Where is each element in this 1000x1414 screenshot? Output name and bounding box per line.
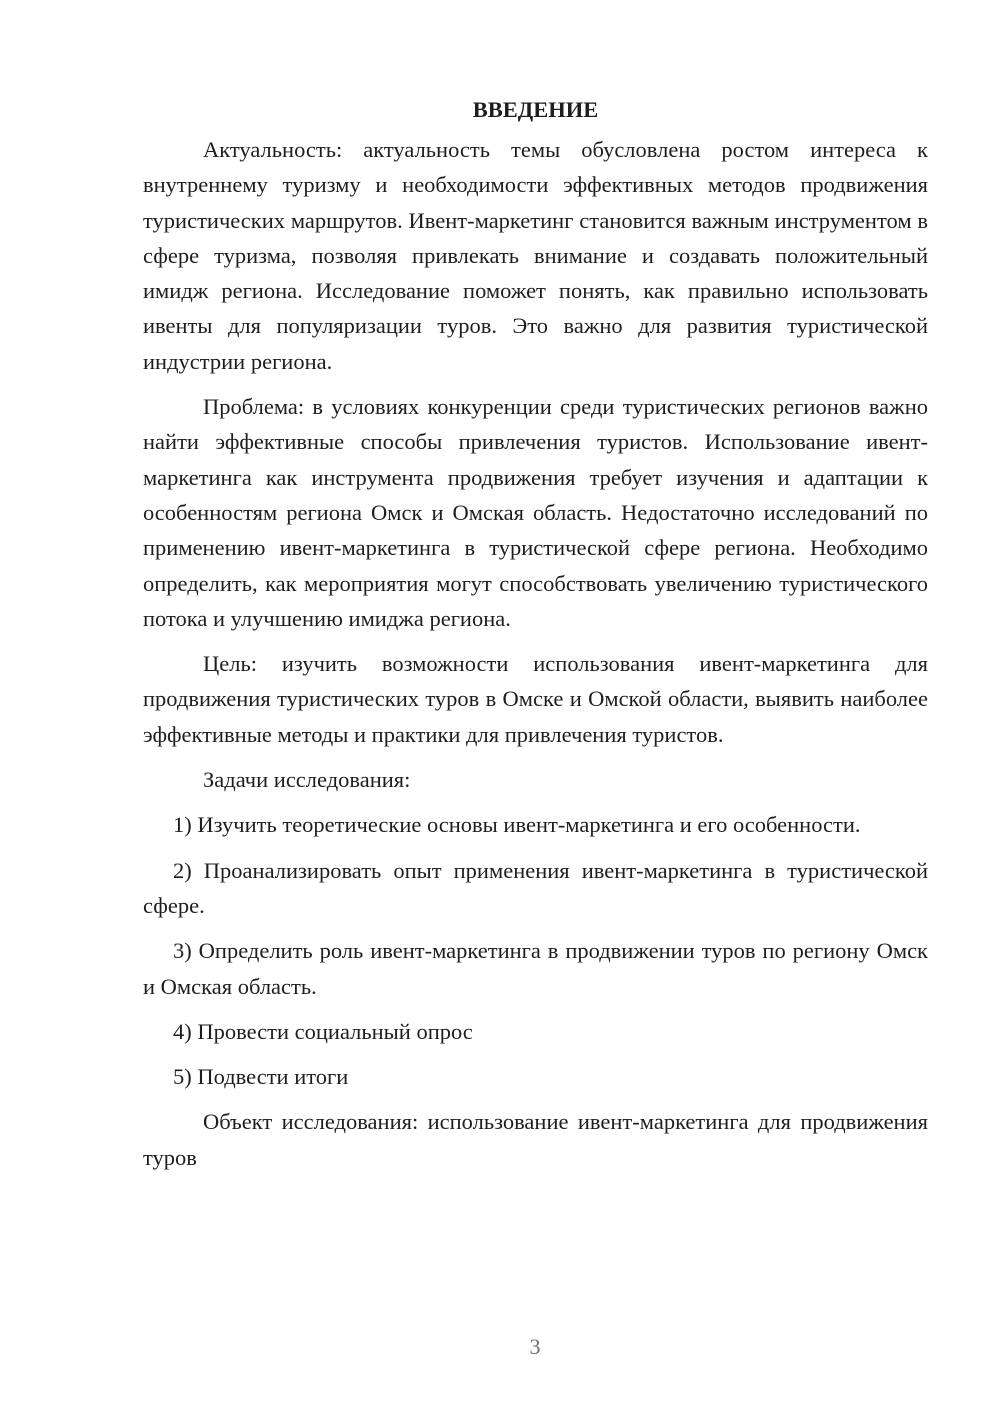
task-item-1: 1) Изучить теоретические основы ивент-маркетинга и его особенности. [173, 812, 861, 838]
document-page [143, 92, 928, 1185]
page-number: 3 [529, 1334, 541, 1359]
goal-paragraph: Цель: изучить возможности использования ивент-маркетинга для продвижения туристических туров в Омске и Омской области, выявить наиболее эффективные методы и практики для привлечения туристов. [143, 651, 928, 747]
task-item-2: 2) Проанализировать опыт применения ивент-маркетинга в туристической сфере. [143, 857, 928, 918]
tasks-heading: Задачи исследования: [203, 767, 411, 793]
task-item-5: 5) Подвести итоги [173, 1064, 349, 1090]
relevance-paragraph: Актуальность: актуальность темы обусловлена ростом интереса к внутреннему туризму и необходимости эффективных методов продвижения туристических маршрутов. Ивент-маркетинг становится важным инструментом в сфере туризма, позволяя привлекать внимание и создавать положительный имидж региона. Исследование поможет понять, как правильно использовать ивенты для популяризации туров. Это важно для развития туристической индустрии региона. [143, 137, 928, 374]
object-paragraph: Объект исследования: использование ивент-маркетинга для продвижения туров [143, 1109, 928, 1170]
document-heading: ВВЕДЕНИЕ [472, 97, 599, 122]
task-item-3: 3) Определить роль ивент-маркетинга в продвижении туров по региону Омск и Омская область. [143, 938, 928, 999]
problem-paragraph: Проблема: в условиях конкуренции среди туристических регионов важно найти эффективные способы привлечения туристов. Использование ивент-маркетинга как инструмента продвижения требует изучения и адаптации к особенностям региона Омск и Омская область. Недостаточно исследований по применению ивент-маркетинга в туристической сфере региона. Необходимо определить, как мероприятия могут способствовать увеличению туристического потока и улучшению имиджа региона. [143, 394, 928, 631]
task-item-4: 4) Провести социальный опрос [173, 1018, 473, 1044]
